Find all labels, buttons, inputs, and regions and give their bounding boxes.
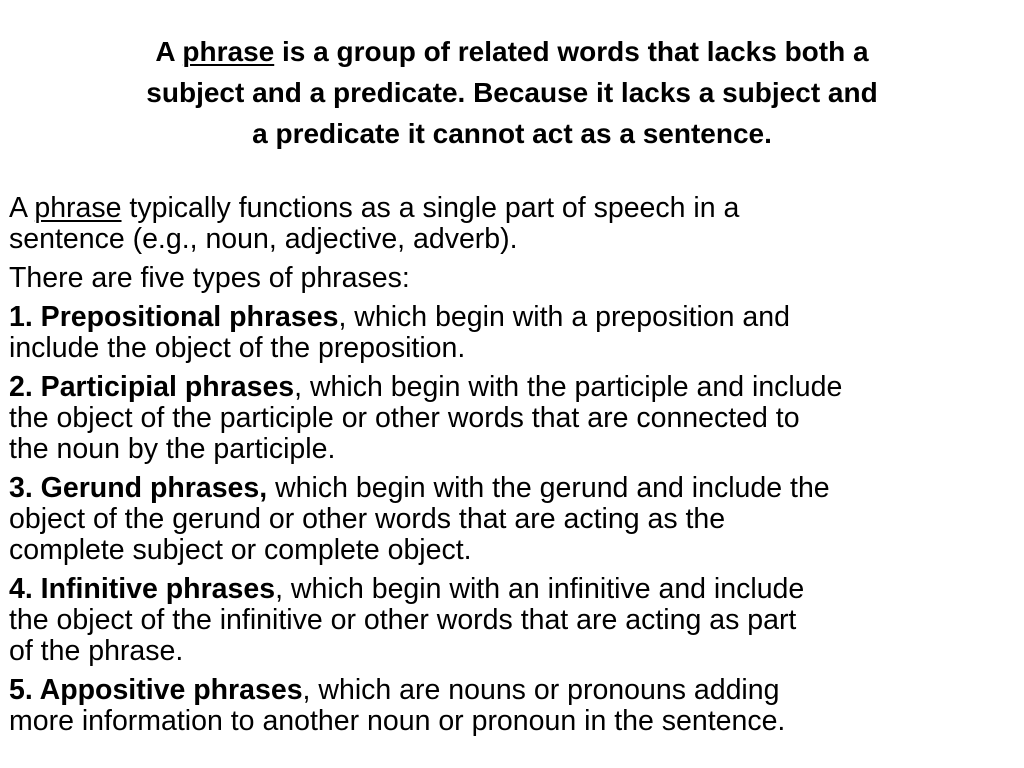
type-item-line: complete subject or complete object. — [9, 534, 472, 566]
type-item-line-1 — [9, 674, 1017, 706]
type-term: 2. Participial phrases — [9, 371, 295, 403]
slide-title — [30, 31, 994, 154]
intro-paragraph — [9, 193, 1017, 255]
title-prefix: A — [155, 36, 183, 67]
intro-line-1 — [9, 192, 1017, 224]
intro-prefix: A — [9, 192, 35, 224]
type-item-participial — [9, 372, 1017, 465]
type-item-line-1 — [9, 472, 1017, 504]
type-desc: , which begin with a preposition and — [338, 301, 790, 333]
title-term-phrase: phrase — [182, 36, 275, 67]
title-line-1-rest: is a group of related words that lacks both a — [274, 36, 869, 67]
type-term: 3. Gerund phrases, — [9, 472, 268, 504]
type-term: 5. Appositive phrases — [9, 674, 303, 706]
type-item-gerund — [9, 473, 1017, 566]
title-line-1 — [30, 31, 994, 72]
type-item-line: include the object of the preposition. — [9, 332, 466, 364]
type-desc: which begin with the gerund and include the — [267, 472, 830, 504]
intro-term-phrase: phrase — [34, 192, 122, 224]
type-item-appositive — [9, 675, 1017, 737]
type-item-line: the noun by the participle. — [9, 433, 336, 465]
title-line-2: subject and a predicate. Because it lacks a subject and — [146, 77, 878, 108]
type-term: 1. Prepositional phrases — [9, 301, 339, 333]
type-item-line: object of the gerund or other words that are acting as the — [9, 503, 726, 535]
slide-body — [9, 193, 1017, 745]
type-desc: , which begin with an infinitive and include — [275, 573, 805, 605]
type-item-line-1 — [9, 371, 1017, 403]
type-item-line-1 — [9, 301, 1017, 333]
type-item-infinitive — [9, 574, 1017, 667]
type-desc: , which are nouns or pronouns adding — [302, 674, 780, 706]
type-item-line: more information to another noun or pronoun in the sentence. — [9, 705, 786, 737]
intro-line-1-rest: typically functions as a single part of speech in a — [121, 192, 740, 224]
type-item-line: of the phrase. — [9, 635, 184, 667]
type-item-line-1 — [9, 573, 1017, 605]
types-heading: There are five types of phrases: — [9, 262, 410, 294]
type-desc: , which begin with the participle and include — [294, 371, 843, 403]
intro-line-2: sentence (e.g., noun, adjective, adverb). — [9, 223, 518, 255]
type-term: 4. Infinitive phrases — [9, 573, 276, 605]
type-item-prepositional — [9, 302, 1017, 364]
type-item-line: the object of the infinitive or other words that are acting as part — [9, 604, 797, 636]
title-line-3: a predicate it cannot act as a sentence. — [252, 118, 772, 149]
type-item-line: the object of the participle or other words that are connected to — [9, 402, 800, 434]
